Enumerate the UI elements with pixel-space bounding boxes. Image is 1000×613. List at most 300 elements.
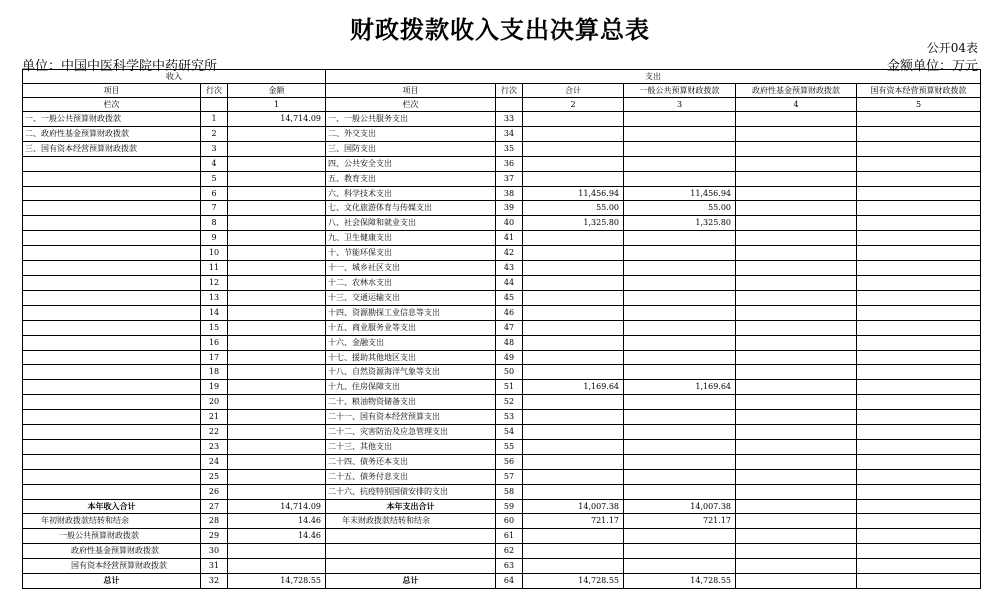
table-row [23, 425, 981, 440]
total-amount-cell [523, 275, 624, 290]
expense-row-no-cell: 33 [496, 112, 523, 127]
income-row-no-cell: 21 [201, 410, 228, 425]
expense-row-no-cell: 53 [496, 410, 523, 425]
income-amount-cell [228, 275, 326, 290]
amount-cell: 721.17 [523, 514, 624, 529]
expense-item-cell: 十六、金融支出 [326, 335, 496, 350]
expense-row-no-cell: 40 [496, 216, 523, 231]
expense-item-cell: 二十、粮油物资储备支出 [326, 395, 496, 410]
amount-cell [228, 544, 326, 559]
expense-row-no-cell: 48 [496, 335, 523, 350]
gov-fund-amount-cell [736, 484, 857, 499]
general-budget-amount-cell [624, 439, 736, 454]
gov-fund-amount-cell [736, 216, 857, 231]
total-amount-cell [523, 261, 624, 276]
total-amount-cell [523, 171, 624, 186]
table-row [23, 261, 981, 276]
income-row-no-cell: 1 [201, 112, 228, 127]
amount-cell [523, 529, 624, 544]
general-budget-amount-cell: 1,325.80 [624, 216, 736, 231]
amount-cell [736, 559, 857, 574]
income-row-no-cell: 3 [201, 141, 228, 156]
amount-cell: 14,007.38 [624, 499, 736, 514]
general-budget-amount-cell [624, 410, 736, 425]
income-amount-cell [228, 350, 326, 365]
gov-fund-amount-cell [736, 454, 857, 469]
income-amount-cell [228, 410, 326, 425]
expense-item-cell: 十、节能环保支出 [326, 246, 496, 261]
table-row [23, 201, 981, 216]
state-capital-amount-cell [857, 425, 981, 440]
expense-item-cell: 十一、城乡社区支出 [326, 261, 496, 276]
table-row [23, 275, 981, 290]
balance-row [23, 514, 981, 529]
expense-item-cell: 十七、援助其他地区支出 [326, 350, 496, 365]
income-item-cell [23, 216, 201, 231]
expense-item-cell: 十三、交通运输支出 [326, 290, 496, 305]
begin-balance-label: 年初财政拨款结转和结余 [23, 514, 201, 529]
gov-fund-amount-cell [736, 380, 857, 395]
gov-fund-amount-cell [736, 126, 857, 141]
table-row [23, 380, 981, 395]
income-amount-cell [228, 156, 326, 171]
expense-row-no-cell: 47 [496, 320, 523, 335]
income-item-cell: 三、国有资本经营预算财政拨款 [23, 141, 201, 156]
empty-cell [201, 98, 228, 112]
income-row-no-cell: 15 [201, 320, 228, 335]
total-amount-cell [523, 484, 624, 499]
income-row-no-cell: 8 [201, 216, 228, 231]
general-budget-amount-cell [624, 126, 736, 141]
state-capital-amount-cell [857, 156, 981, 171]
expense-item-cell: 十五、商业服务业等支出 [326, 320, 496, 335]
general-budget-amount-cell: 55.00 [624, 201, 736, 216]
income-item-cell [23, 201, 201, 216]
table-row [23, 410, 981, 425]
state-capital-amount-cell [857, 305, 981, 320]
amount-cell [857, 529, 981, 544]
money-unit-label: 金额单位：万元 [886, 59, 978, 74]
amount-cell: 14,728.55 [228, 574, 326, 589]
gov-fund-amount-cell [736, 112, 857, 127]
gov-fund-amount-cell [736, 320, 857, 335]
empty-cell [326, 544, 496, 559]
gov-fund-amount-cell [736, 246, 857, 261]
expense-item-cell: 十九、住房保障支出 [326, 380, 496, 395]
income-row-no-cell: 25 [201, 469, 228, 484]
state-capital-amount-cell [857, 335, 981, 350]
state-capital-amount-cell [857, 350, 981, 365]
general-budget-amount-cell [624, 320, 736, 335]
income-item-cell [23, 186, 201, 201]
table-row [23, 246, 981, 261]
general-budget-amount-cell [624, 246, 736, 261]
income-amount-cell [228, 469, 326, 484]
expense-row-no-cell: 49 [496, 350, 523, 365]
empty-cell [326, 559, 496, 574]
expense-item-cell: 二十五、债务付息支出 [326, 469, 496, 484]
total-amount-cell [523, 112, 624, 127]
income-row-no-cell: 12 [201, 275, 228, 290]
total-amount-cell [523, 126, 624, 141]
expense-item-cell: 二十四、债务还本支出 [326, 454, 496, 469]
income-item-cell [23, 350, 201, 365]
year-expense-total-label: 本年支出合计 [326, 499, 496, 514]
column-header-row [23, 84, 981, 98]
gov-fund-amount-cell [736, 186, 857, 201]
expense-item-cell: 十二、农林水支出 [326, 275, 496, 290]
expense-row-no-cell: 54 [496, 425, 523, 440]
table-row [23, 350, 981, 365]
table-row [23, 469, 981, 484]
expense-item-cell: 一、一般公共服务支出 [326, 112, 496, 127]
amount-cell [736, 514, 857, 529]
general-budget-amount-cell [624, 469, 736, 484]
col-2-label: 2 [523, 98, 624, 112]
table-row [23, 216, 981, 231]
state-capital-amount-cell [857, 410, 981, 425]
income-item-cell: 一、一般公共预算财政拨款 [23, 112, 201, 127]
row-no: 59 [496, 499, 523, 514]
balance-fund-row [23, 544, 981, 559]
income-row-no-cell: 10 [201, 246, 228, 261]
general-budget-amount-cell [624, 395, 736, 410]
table-row [23, 395, 981, 410]
expense-item-cell: 二十一、国有资本经营预算支出 [326, 410, 496, 425]
general-budget-amount-cell [624, 141, 736, 156]
expense-row-no-cell: 39 [496, 201, 523, 216]
gov-fund-amount-cell [736, 171, 857, 186]
gov-fund-amount-cell [736, 275, 857, 290]
amount-cell [857, 544, 981, 559]
expense-item-header: 项目 [326, 84, 496, 98]
income-amount-cell [228, 216, 326, 231]
expense-item-cell: 十四、资源勘探工业信息等支出 [326, 305, 496, 320]
table-row [23, 439, 981, 454]
expense-row-no-cell: 55 [496, 439, 523, 454]
expense-row-no-cell: 44 [496, 275, 523, 290]
expense-item-cell: 九、卫生健康支出 [326, 231, 496, 246]
income-item-cell [23, 246, 201, 261]
table-row [23, 320, 981, 335]
state-capital-amount-cell [857, 380, 981, 395]
expense-item-cell: 二十三、其他支出 [326, 439, 496, 454]
income-row-no-cell: 13 [201, 290, 228, 305]
expense-item-cell: 十八、自然资源海洋气象等支出 [326, 365, 496, 380]
amount-cell: 14,728.55 [523, 574, 624, 589]
income-amount-cell [228, 425, 326, 440]
table-row [23, 365, 981, 380]
total-amount-cell [523, 350, 624, 365]
expense-item-cell: 二十六、抗疫特别国债安排的支出 [326, 484, 496, 499]
total-amount-cell [523, 439, 624, 454]
expense-row-no-header: 行次 [496, 84, 523, 98]
total-amount-cell [523, 305, 624, 320]
unit-label: 单位：中国中医科学院中药研究所 [22, 59, 218, 74]
state-capital-amount-cell [857, 290, 981, 305]
amount-cell: 14.46 [228, 514, 326, 529]
income-row-no-cell: 5 [201, 171, 228, 186]
general-budget-amount-cell [624, 275, 736, 290]
state-capital-amount-cell [857, 246, 981, 261]
general-budget-amount-cell [624, 112, 736, 127]
income-item-cell [23, 469, 201, 484]
gov-fund-amount-cell [736, 305, 857, 320]
expense-row-no-cell: 56 [496, 454, 523, 469]
state-capital-amount-cell [857, 395, 981, 410]
expense-row-no-cell: 58 [496, 484, 523, 499]
table-row [23, 335, 981, 350]
total-amount-cell [523, 141, 624, 156]
row-no: 31 [201, 559, 228, 574]
income-item-cell [23, 454, 201, 469]
total-amount-cell [523, 365, 624, 380]
expense-row-no-cell: 57 [496, 469, 523, 484]
form-number: 公开04表 [926, 41, 978, 55]
row-no: 63 [496, 559, 523, 574]
amount-cell [736, 499, 857, 514]
amount-cell [857, 499, 981, 514]
table-row [23, 454, 981, 469]
state-capital-amount-cell [857, 171, 981, 186]
income-row-no-header: 行次 [201, 84, 228, 98]
state-capital-amount-cell [857, 186, 981, 201]
state-capital-amount-cell [857, 484, 981, 499]
general-budget-amount-cell [624, 335, 736, 350]
gov-fund-amount-cell [736, 201, 857, 216]
row-no: 61 [496, 529, 523, 544]
income-amount-header: 金额 [228, 84, 326, 98]
general-budget-amount-cell [624, 261, 736, 276]
income-item-cell [23, 410, 201, 425]
general-budget-amount-cell [624, 454, 736, 469]
gov-fund-amount-cell [736, 141, 857, 156]
amount-cell [228, 559, 326, 574]
income-item-cell [23, 380, 201, 395]
total-amount-cell [523, 425, 624, 440]
begin-capital-label: 国有资本经营预算财政拨款 [23, 559, 201, 574]
general-budget-amount-cell [624, 350, 736, 365]
expense-row-no-cell: 35 [496, 141, 523, 156]
gov-fund-amount-cell [736, 365, 857, 380]
state-capital-amount-cell [857, 469, 981, 484]
table-row [23, 141, 981, 156]
income-amount-cell [228, 484, 326, 499]
expense-item-cell: 六、科学技术支出 [326, 186, 496, 201]
income-item-cell [23, 171, 201, 186]
row-no: 29 [201, 529, 228, 544]
column-number-row [23, 98, 981, 112]
income-item-header: 项目 [23, 84, 201, 98]
income-amount-cell [228, 246, 326, 261]
general-budget-amount-cell [624, 305, 736, 320]
state-capital-amount-cell [857, 216, 981, 231]
table-row [23, 112, 981, 127]
amount-cell [624, 559, 736, 574]
page-title: 财政拨款收入支出决算总表 [350, 15, 650, 44]
grand-total-expense-label: 总计 [326, 574, 496, 589]
gov-fund-amount-cell [736, 350, 857, 365]
state-capital-amount-cell [857, 112, 981, 127]
income-item-cell [23, 320, 201, 335]
gov-fund-amount-cell [736, 439, 857, 454]
income-row-no-cell: 16 [201, 335, 228, 350]
income-amount-cell [228, 395, 326, 410]
gov-fund-amount-cell [736, 261, 857, 276]
year-total-row [23, 499, 981, 514]
table-row [23, 186, 981, 201]
income-amount-cell [228, 141, 326, 156]
amount-cell [624, 529, 736, 544]
income-item-cell [23, 305, 201, 320]
income-amount-cell [228, 320, 326, 335]
expense-item-cell: 七、文化旅游体育与传媒支出 [326, 201, 496, 216]
income-item-cell [23, 335, 201, 350]
state-capital-amount-cell [857, 439, 981, 454]
table-row [23, 156, 981, 171]
table-row [23, 171, 981, 186]
state-capital-amount-cell [857, 320, 981, 335]
income-amount-cell [228, 231, 326, 246]
amount-cell: 14,728.55 [624, 574, 736, 589]
income-item-cell: 二、政府性基金预算财政拨款 [23, 126, 201, 141]
amount-cell: 721.17 [624, 514, 736, 529]
table-row [23, 305, 981, 320]
amount-cell [736, 574, 857, 589]
total-amount-cell [523, 231, 624, 246]
expense-row-no-cell: 38 [496, 186, 523, 201]
general-budget-amount-cell [624, 484, 736, 499]
begin-general-label: 一般公共预算财政拨款 [23, 529, 201, 544]
expense-row-no-cell: 43 [496, 261, 523, 276]
expense-row-no-cell: 41 [496, 231, 523, 246]
balance-capital-row [23, 559, 981, 574]
general-budget-amount-cell: 1,169.64 [624, 380, 736, 395]
expense-item-cell: 三、国防支出 [326, 141, 496, 156]
col-5-label: 5 [857, 98, 981, 112]
total-amount-cell [523, 469, 624, 484]
state-capital-amount-cell [857, 141, 981, 156]
income-row-no-cell: 26 [201, 484, 228, 499]
general-budget-header: 一般公共预算财政拨款 [624, 84, 736, 98]
general-budget-amount-cell [624, 290, 736, 305]
income-amount-cell [228, 261, 326, 276]
income-amount-cell [228, 290, 326, 305]
amount-cell [523, 544, 624, 559]
state-capital-amount-cell [857, 126, 981, 141]
col-4-label: 4 [736, 98, 857, 112]
gov-fund-header: 政府性基金预算财政拨款 [736, 84, 857, 98]
expense-row-no-cell: 45 [496, 290, 523, 305]
income-item-cell [23, 439, 201, 454]
income-amount-cell: 14,714.09 [228, 112, 326, 127]
general-budget-amount-cell: 11,456.94 [624, 186, 736, 201]
amount-cell [857, 559, 981, 574]
total-amount-cell [523, 156, 624, 171]
begin-fund-label: 政府性基金预算财政拨款 [23, 544, 201, 559]
total-amount-cell: 1,169.64 [523, 380, 624, 395]
income-amount-cell [228, 439, 326, 454]
section-header-row [23, 70, 981, 84]
income-item-cell [23, 290, 201, 305]
income-item-cell [23, 395, 201, 410]
income-item-cell [23, 231, 201, 246]
state-capital-amount-cell [857, 365, 981, 380]
gov-fund-amount-cell [736, 425, 857, 440]
total-amount-cell [523, 410, 624, 425]
general-budget-amount-cell [624, 365, 736, 380]
income-row-no-cell: 6 [201, 186, 228, 201]
state-capital-amount-cell [857, 454, 981, 469]
general-budget-amount-cell [624, 425, 736, 440]
gov-fund-amount-cell [736, 469, 857, 484]
income-amount-cell [228, 171, 326, 186]
expense-row-no-cell: 34 [496, 126, 523, 141]
income-amount-cell [228, 335, 326, 350]
expense-row-no-cell: 36 [496, 156, 523, 171]
expense-header: 支出 [326, 70, 981, 84]
year-income-total-label: 本年收入合计 [23, 499, 201, 514]
table-row [23, 126, 981, 141]
income-item-cell [23, 261, 201, 276]
row-no: 32 [201, 574, 228, 589]
expense-row-no-cell: 37 [496, 171, 523, 186]
state-capital-amount-cell [857, 201, 981, 216]
total-amount-cell [523, 290, 624, 305]
gov-fund-amount-cell [736, 410, 857, 425]
income-item-cell [23, 275, 201, 290]
state-capital-amount-cell [857, 261, 981, 276]
gov-fund-amount-cell [736, 335, 857, 350]
amount-cell: 14,714.09 [228, 499, 326, 514]
gov-fund-amount-cell [736, 290, 857, 305]
income-item-cell [23, 365, 201, 380]
state-capital-header: 国有资本经营预算财政拨款 [857, 84, 981, 98]
expense-row-no-cell: 46 [496, 305, 523, 320]
general-budget-amount-cell [624, 171, 736, 186]
state-capital-amount-cell [857, 275, 981, 290]
total-amount-cell: 55.00 [523, 201, 624, 216]
end-balance-label: 年末财政拨款结转和结余 [326, 514, 496, 529]
income-row-no-cell: 7 [201, 201, 228, 216]
expense-row-no-cell: 51 [496, 380, 523, 395]
amount-cell [857, 514, 981, 529]
budget-table [22, 69, 981, 589]
gov-fund-amount-cell [736, 156, 857, 171]
expense-item-cell: 四、公共安全支出 [326, 156, 496, 171]
expense-row-no-cell: 50 [496, 365, 523, 380]
total-amount-cell [523, 335, 624, 350]
table-row [23, 484, 981, 499]
income-row-no-cell: 23 [201, 439, 228, 454]
expense-item-cell: 八、社会保障和就业支出 [326, 216, 496, 231]
row-no: 64 [496, 574, 523, 589]
amount-cell: 14.46 [228, 529, 326, 544]
expense-row-no-cell: 52 [496, 395, 523, 410]
total-amount-cell [523, 320, 624, 335]
income-row-no-cell: 9 [201, 231, 228, 246]
amount-cell: 14,007.38 [523, 499, 624, 514]
income-item-cell [23, 156, 201, 171]
amount-cell [624, 544, 736, 559]
empty-cell [326, 529, 496, 544]
grand-total-label: 总计 [23, 574, 201, 589]
income-row-no-cell: 14 [201, 305, 228, 320]
total-amount-cell: 11,456.94 [523, 186, 624, 201]
empty-cell [496, 98, 523, 112]
general-budget-amount-cell [624, 156, 736, 171]
income-row-no-cell: 19 [201, 380, 228, 395]
